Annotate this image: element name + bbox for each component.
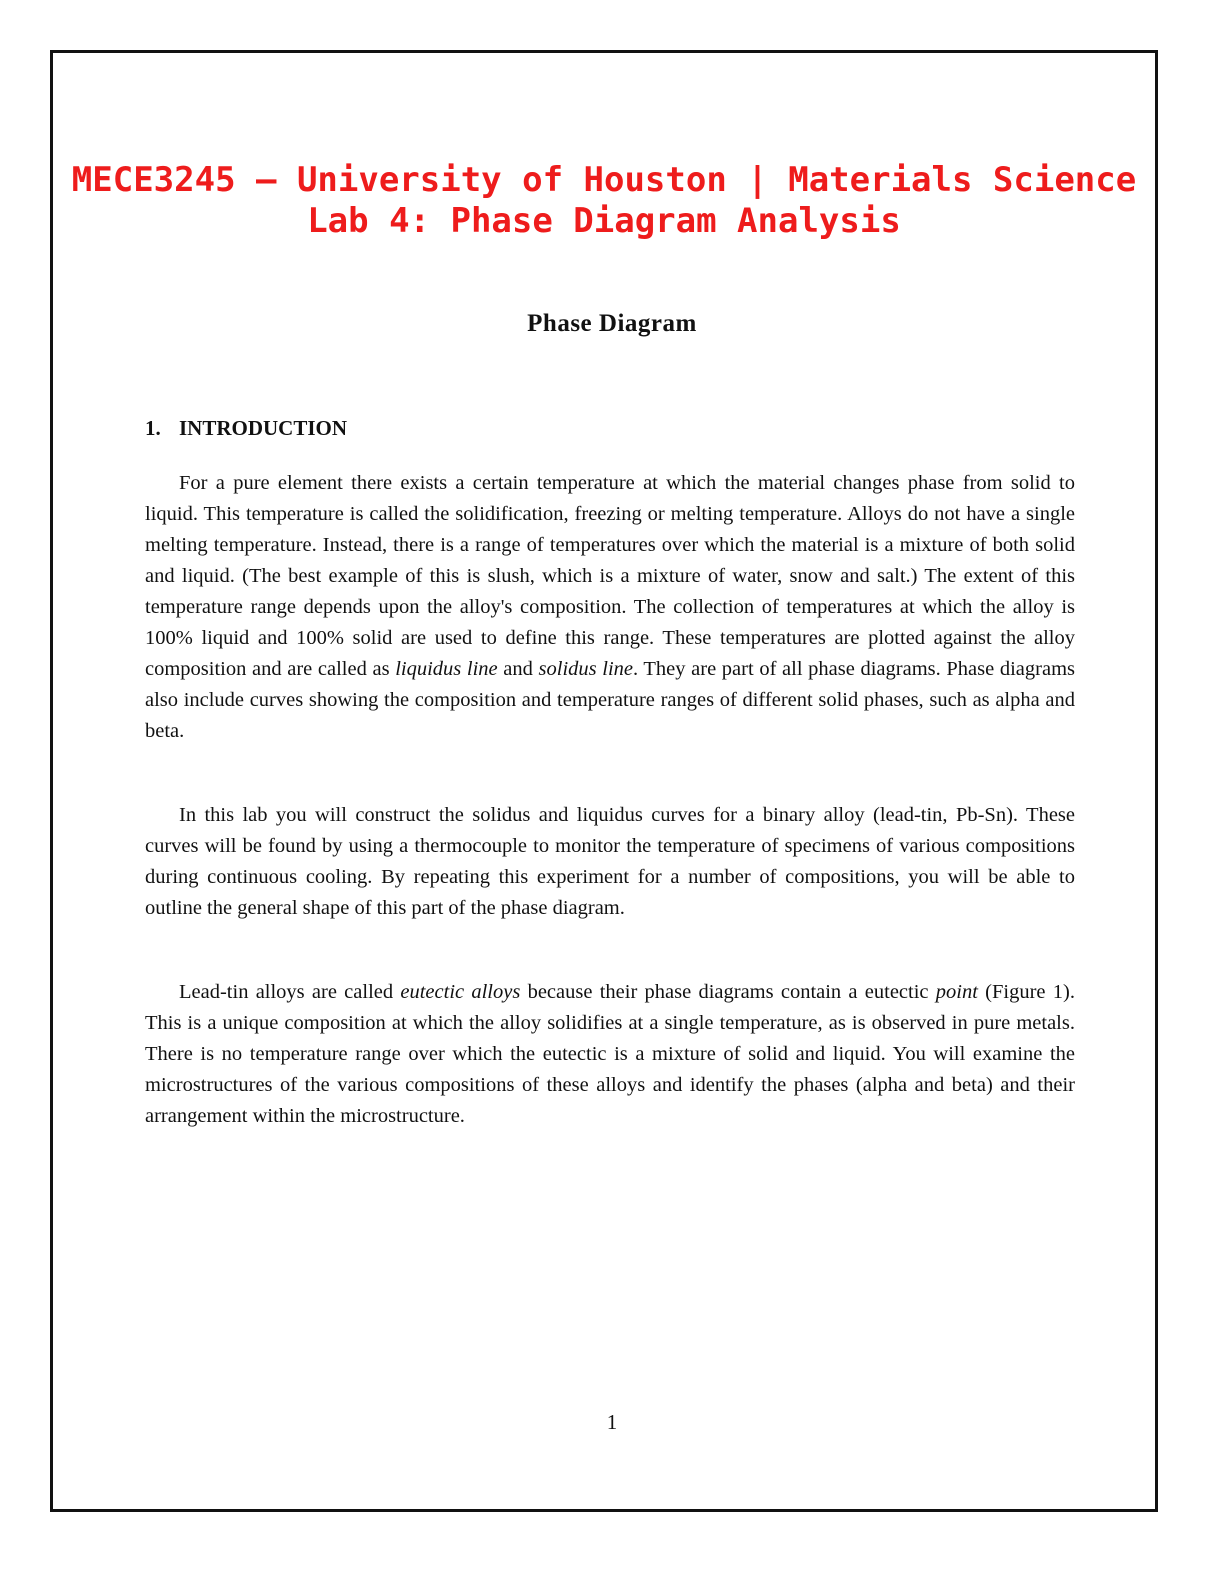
- intro-paragraph-1: [145, 468, 1075, 747]
- document-title: Phase Diagram: [527, 310, 697, 337]
- solidus-term: solidus line: [538, 658, 633, 680]
- section-heading: [145, 416, 347, 441]
- paragraph-text: . They are part of all phase diagrams. Phase diagrams also include curves showing the composition and temperature ranges of different solid phases, such as alpha and beta.: [145, 658, 1075, 742]
- eutectic-alloys-term: eutectic alloys: [400, 981, 521, 1003]
- paragraph-text: For a pure element there exists a certain temperature at which the material changes phase from solid to liquid. This temperature is called the solidification, freezing or melting temperature. Alloys do not have a single melting temperature. Instead, there is a range of temperatures over which the material is a mixture of both solid and liquid. (The best example of this is slush, which is a mixture of water, snow and salt.) The extent of this temperature range depends upon the alloy's composition. The collection of temperatures at which the alloy is 100% liquid and 100% solid are used to define this range. These temperatures are plotted against the alloy composition and are called as: [145, 472, 1075, 680]
- paragraph-text: Lead-tin alloys are called: [179, 981, 401, 1003]
- paragraph-text: (Figure 1). This is a unique composition at which the alloy solidifies at a single temperature, as is observed in pure metals. There is no temperature range over which the eutectic is a mixture of solid and liquid. You will examine the microstructures of the various compositions of these alloys and identify the phases (alpha and beta) and their arrangement within the microstructure.: [145, 981, 1075, 1127]
- section-number: 1.: [145, 416, 161, 440]
- course-header: [53, 160, 1155, 242]
- course-header-line2: Lab 4: Phase Diagram Analysis: [307, 201, 901, 241]
- section-title: INTRODUCTION: [179, 416, 348, 440]
- liquidus-term: liquidus line: [395, 658, 498, 680]
- paragraph-text: because their phase diagrams contain a eutectic: [520, 981, 936, 1003]
- course-header-line1: MECE3245 – University of Houston | Materials Science: [71, 160, 1137, 200]
- page-border: [50, 50, 1158, 1512]
- paragraph-text: and: [497, 658, 539, 680]
- intro-paragraph-3: [145, 977, 1075, 1132]
- page-number: 1: [606, 1410, 618, 1434]
- eutectic-point-term: point: [935, 981, 978, 1003]
- intro-paragraph-2: In this lab you will construct the solidus and liquidus curves for a binary alloy (lead-tin, Pb-Sn). These curves will be found by using a thermocouple to monitor the temperature of specimens of various compositions during continuous cooling. By repeating this experiment for a number of compositions, you will be able to outline the general shape of this part of the phase diagram.: [145, 804, 1075, 919]
